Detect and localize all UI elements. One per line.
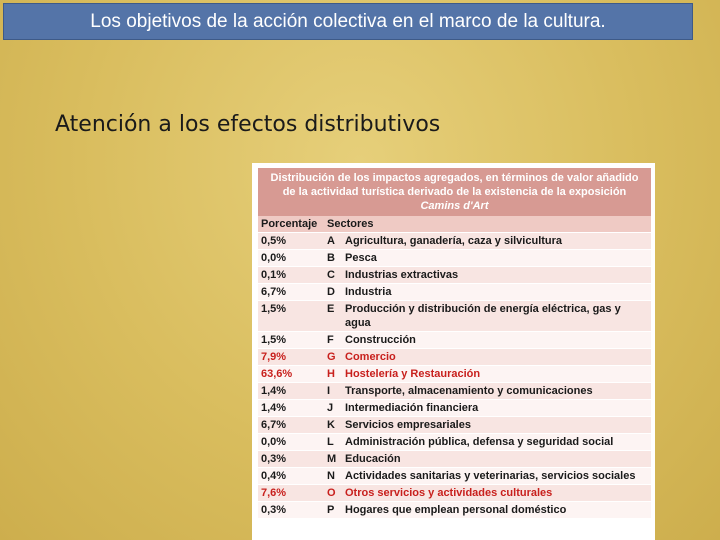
- cell-code: K: [324, 417, 342, 434]
- slide-heading: Atención a los efectos distributivos: [55, 112, 441, 137]
- cell-code: E: [324, 301, 342, 332]
- cell-sector: Industrias extractivas: [342, 267, 651, 284]
- table-row: [258, 366, 651, 383]
- table-row: [258, 485, 651, 502]
- cell-percentage: 7,6%: [258, 485, 324, 502]
- table-header-row: [258, 216, 651, 233]
- impact-table-image: [252, 163, 655, 540]
- cell-percentage: 0,0%: [258, 250, 324, 267]
- table-row: [258, 451, 651, 468]
- cell-sector: Agricultura, ganadería, caza y silvicultura: [342, 233, 651, 250]
- impact-table: [258, 168, 651, 518]
- cell-code: M: [324, 451, 342, 468]
- cell-sector: Hogares que emplean personal doméstico: [342, 502, 651, 519]
- cell-percentage: 0,3%: [258, 451, 324, 468]
- cell-code: I: [324, 383, 342, 400]
- table-row: [258, 233, 651, 250]
- table-row: [258, 502, 651, 519]
- table-row: [258, 468, 651, 485]
- table-row: [258, 332, 651, 349]
- cell-sector: Transporte, almacenamiento y comunicaciones: [342, 383, 651, 400]
- slide-title: Los objetivos de la acción colectiva en el marco de la cultura.: [90, 10, 606, 32]
- table-caption: [258, 168, 651, 216]
- cell-percentage: 6,7%: [258, 284, 324, 301]
- cell-percentage: 0,3%: [258, 502, 324, 519]
- cell-sector: Educación: [342, 451, 651, 468]
- cell-code: O: [324, 485, 342, 502]
- cell-code: F: [324, 332, 342, 349]
- cell-code: J: [324, 400, 342, 417]
- table-row: [258, 250, 651, 267]
- table-row: [258, 383, 651, 400]
- cell-code: G: [324, 349, 342, 366]
- cell-sector: Construcción: [342, 332, 651, 349]
- table-row: [258, 301, 651, 332]
- header-percentage: Porcentaje: [258, 216, 324, 233]
- cell-sector: Intermediación financiera: [342, 400, 651, 417]
- cell-code: H: [324, 366, 342, 383]
- cell-percentage: 0,5%: [258, 233, 324, 250]
- cell-sector: Industria: [342, 284, 651, 301]
- cell-sector: Pesca: [342, 250, 651, 267]
- header-sectors: Sectores: [324, 216, 651, 233]
- cell-sector: Otros servicios y actividades culturales: [342, 485, 651, 502]
- cell-percentage: 63,6%: [258, 366, 324, 383]
- cell-sector: Actividades sanitarias y veterinarias, servicios sociales: [342, 468, 651, 485]
- cell-percentage: 1,5%: [258, 332, 324, 349]
- cell-percentage: 0,1%: [258, 267, 324, 284]
- table-row: [258, 417, 651, 434]
- cell-sector: Servicios empresariales: [342, 417, 651, 434]
- slide-title-bar: [3, 3, 693, 40]
- cell-code: A: [324, 233, 342, 250]
- cell-sector: Administración pública, defensa y seguridad social: [342, 434, 651, 451]
- cell-percentage: 0,4%: [258, 468, 324, 485]
- cell-code: N: [324, 468, 342, 485]
- cell-code: B: [324, 250, 342, 267]
- table-row: [258, 284, 651, 301]
- cell-percentage: 1,4%: [258, 383, 324, 400]
- table-caption-italic: Camins d'Art: [420, 200, 489, 212]
- cell-code: D: [324, 284, 342, 301]
- cell-code: L: [324, 434, 342, 451]
- table-row: [258, 349, 651, 366]
- table-row: [258, 400, 651, 417]
- cell-sector: Comercio: [342, 349, 651, 366]
- cell-code: P: [324, 502, 342, 519]
- cell-percentage: 1,4%: [258, 400, 324, 417]
- cell-code: C: [324, 267, 342, 284]
- cell-percentage: 0,0%: [258, 434, 324, 451]
- cell-sector: Hostelería y Restauración: [342, 366, 651, 383]
- cell-percentage: 1,5%: [258, 301, 324, 332]
- table-row: [258, 267, 651, 284]
- cell-sector: Producción y distribución de energía eléctrica, gas y agua: [342, 301, 651, 332]
- cell-percentage: 6,7%: [258, 417, 324, 434]
- table-caption-main: Distribución de los impactos agregados, en términos de valor añadido de la actividad turística derivado de la existencia de la exposición: [270, 172, 639, 198]
- cell-percentage: 7,9%: [258, 349, 324, 366]
- table-row: [258, 434, 651, 451]
